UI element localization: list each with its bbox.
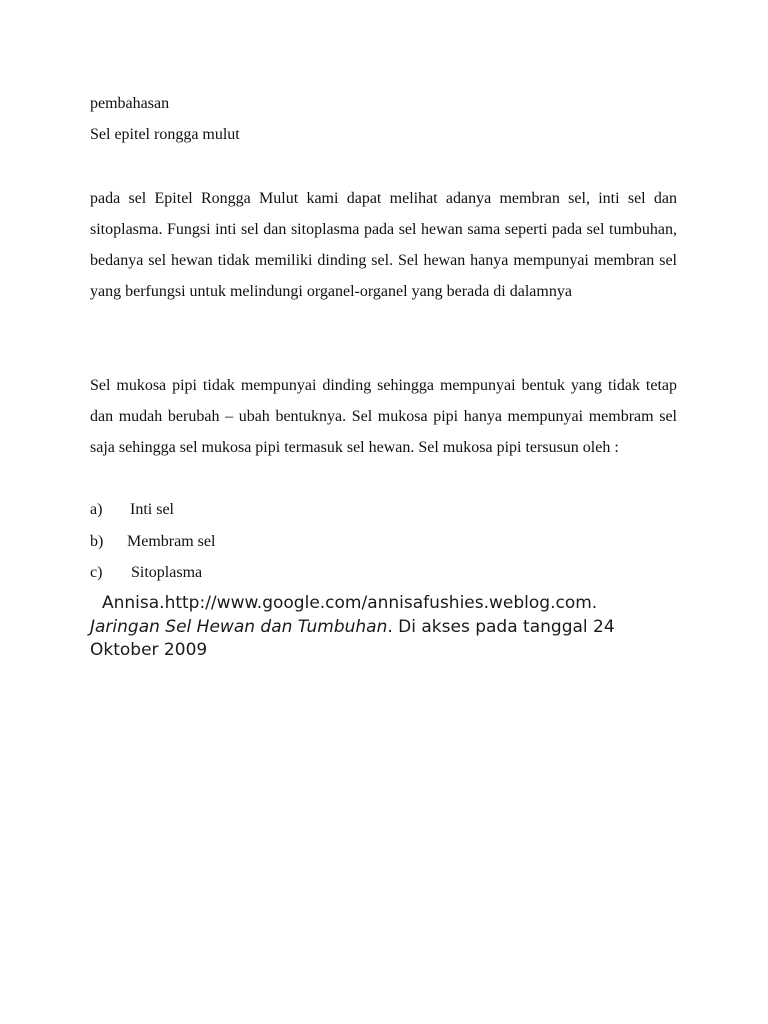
list-marker: b) bbox=[90, 532, 104, 550]
list-item bbox=[90, 494, 677, 526]
section-subheading: Sel epitel rongga mulut bbox=[90, 126, 240, 143]
reference-title: Jaringan Sel Hewan dan Tumbuhan bbox=[90, 616, 388, 637]
component-list bbox=[90, 494, 677, 589]
reference-citation bbox=[90, 592, 670, 663]
paragraph-epitel: pada sel Epitel Rongga Mulut kami dapat melihat adanya membran sel, inti sel dan sitoplasma. Fungsi inti sel dan sitoplasma pada sel hewan sama seperti pada sel tumbuhan, bedanya sel hewan tidak memiliki dinding sel. Sel hewan hanya mempunyai membran sel yang berfungsi untuk melindungi organel-organel yang berada di dalamnya bbox=[90, 190, 677, 300]
paragraph-mukosa: Sel mukosa pipi tidak mempunyai dinding sehingga mempunyai bentuk yang tidak tetap dan mudah berubah – ubah bentuknya. Sel mukosa pipi hanya mempunyai membram sel saja sehingga sel mukosa pipi termasuk sel hewan. Sel mukosa pipi tersusun oleh : bbox=[90, 377, 677, 456]
list-item-text: Sitoplasma bbox=[131, 564, 203, 581]
list-item-text: Membram sel bbox=[127, 532, 216, 550]
list-item bbox=[90, 557, 677, 589]
reference-access-note: . Di akses pada tanggal 24 Oktober 2009 bbox=[90, 616, 615, 660]
list-marker: c) bbox=[90, 564, 103, 581]
list-item bbox=[90, 526, 677, 558]
list-item-text: Inti sel bbox=[130, 501, 174, 518]
list-marker: a) bbox=[90, 501, 103, 518]
section-heading: pembahasan bbox=[90, 95, 170, 112]
reference-author-url: Annisa.http://www.google.com/annisafushies.weblog.com. bbox=[102, 593, 598, 613]
